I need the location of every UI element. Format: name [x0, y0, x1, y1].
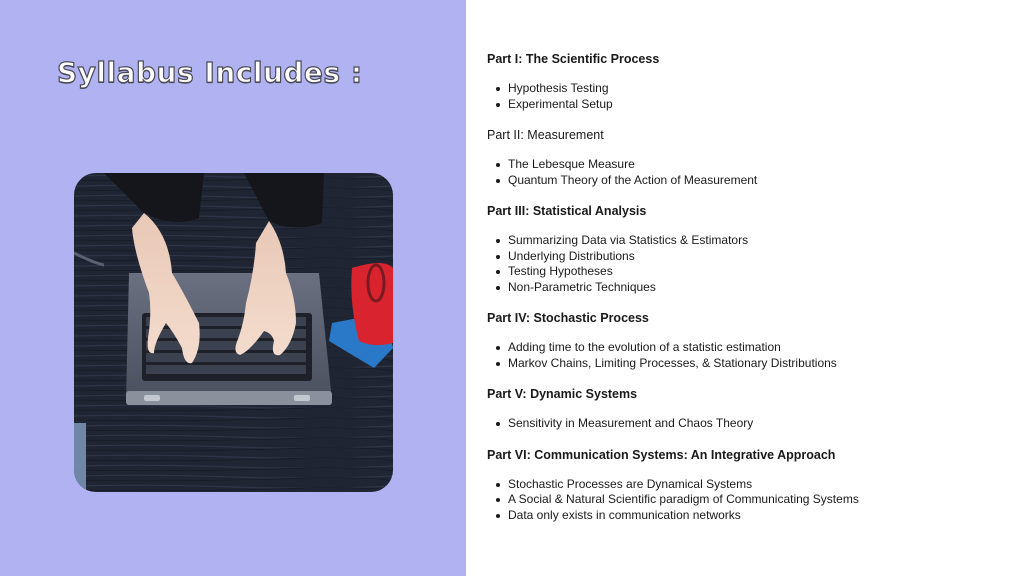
page-title: Syllabus Includes :: [57, 56, 363, 89]
section-title: Part VI: Communication Systems: An Integrative Approach: [487, 447, 836, 462]
list-item: Markov Chains, Limiting Processes, & Stationary Distributions: [487, 356, 1007, 372]
left-panel: [0, 0, 466, 576]
list-item: Summarizing Data via Statistics & Estimators: [487, 233, 1007, 249]
laptop-typing-image: [74, 173, 393, 492]
list-item: The Lebesque Measure: [487, 157, 1007, 173]
list-item: Quantum Theory of the Action of Measurement: [487, 173, 1007, 189]
laptop-photo: [74, 173, 393, 492]
section-list: [487, 81, 1007, 112]
section-list: [487, 340, 1007, 371]
section-list: [487, 416, 1007, 432]
section-title: Part II: Measurement: [487, 128, 604, 142]
list-item: Hypothesis Testing: [487, 81, 1007, 97]
list-item: Experimental Setup: [487, 97, 1007, 113]
section-title: Part IV: Stochastic Process: [487, 311, 649, 325]
section-list: [487, 477, 1007, 524]
list-item: Non-Parametric Techniques: [487, 280, 1007, 296]
list-item: A Social & Natural Scientific paradigm of Communicating Systems: [487, 492, 1007, 508]
list-item: Testing Hypotheses: [487, 264, 1007, 280]
section-list: [487, 233, 1007, 295]
list-item: Adding time to the evolution of a statistic estimation: [487, 340, 1007, 356]
list-item: Underlying Distributions: [487, 249, 1007, 265]
list-item: Sensitivity in Measurement and Chaos Theory: [487, 416, 1007, 432]
section-list: [487, 157, 1007, 188]
syllabus-panel: [487, 0, 1007, 576]
section-title: Part I: The Scientific Process: [487, 52, 660, 66]
section-title: Part V: Dynamic Systems: [487, 387, 638, 401]
syllabus-content: [487, 51, 1007, 538]
section-title: Part III: Statistical Analysis: [487, 204, 647, 218]
list-item: Stochastic Processes are Dynamical Systems: [487, 477, 1007, 493]
list-item: Data only exists in communication networks: [487, 508, 1007, 524]
